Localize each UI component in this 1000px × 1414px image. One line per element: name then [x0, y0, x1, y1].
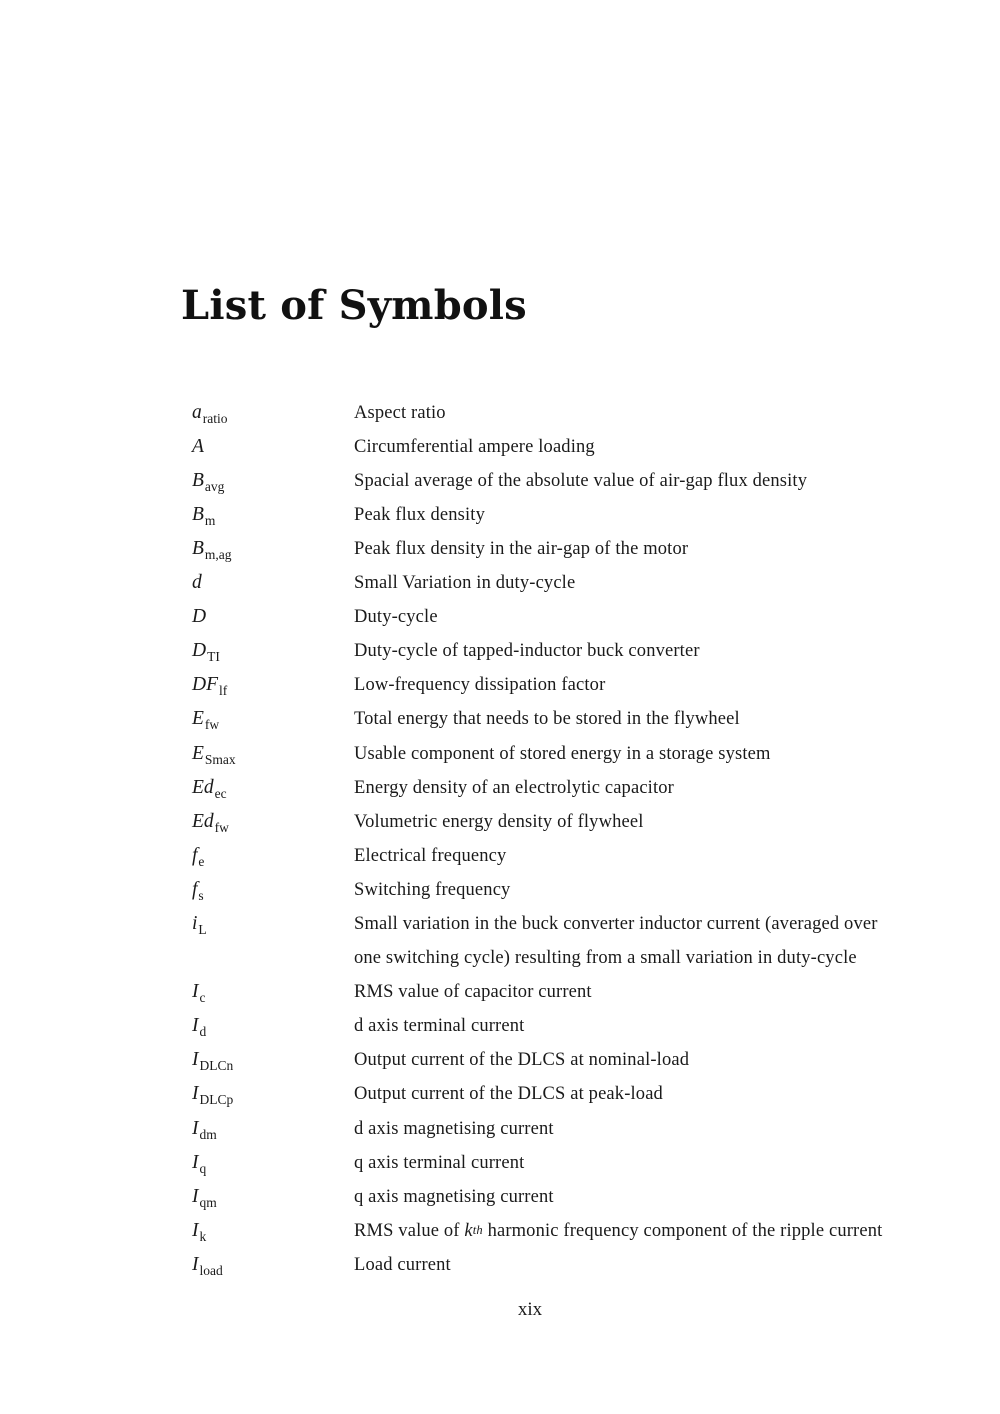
symbol-row	[0, 737, 1000, 771]
symbol-description: Output current of the DLCS at peak-load	[354, 1084, 663, 1104]
symbol-row	[0, 668, 1000, 702]
symbol-description: RMS value of $k^{th}$ harmonic frequency component of the ripple current	[354, 1221, 883, 1241]
symbol: $I_{DLCp}$	[192, 1083, 234, 1107]
symbol-description: Spacial average of the absolute value of air-gap flux density	[354, 471, 808, 491]
symbol-row	[0, 1214, 1000, 1248]
symbol-row	[0, 532, 1000, 566]
symbol-description: Aspect ratio	[354, 403, 446, 423]
symbol-description: Circumferential ampere loading	[354, 437, 595, 457]
symbol: $I_{load}$	[192, 1254, 223, 1278]
symbol: $B_{m,ag}$	[192, 538, 232, 562]
symbol-row	[0, 430, 1000, 464]
symbol-row	[0, 907, 1000, 941]
symbol-row	[0, 498, 1000, 532]
symbol-row	[0, 1077, 1000, 1111]
symbol-description: d axis terminal current	[354, 1016, 525, 1036]
symbol-description: one switching cycle) resulting from a small variation in duty-cycle	[354, 948, 857, 968]
symbol: D	[192, 606, 207, 627]
symbol-row	[0, 566, 1000, 600]
symbol: $Ed_{ec}$	[192, 777, 227, 801]
symbol-description: Volumetric energy density of flywheel	[354, 812, 644, 832]
symbol-description: Duty-cycle of tapped-inductor buck converter	[354, 641, 700, 661]
symbol: $a_{ratio}$	[192, 402, 228, 426]
symbol: $I_{DLCn}$	[192, 1049, 234, 1073]
symbol: $I_c$	[192, 981, 206, 1005]
symbol: $I_k$	[192, 1220, 207, 1244]
symbol-description: Low-frequency dissipation factor	[354, 675, 606, 695]
symbol: $DF_{lf}$	[192, 674, 228, 698]
symbol: $Ed_{fw}$	[192, 811, 229, 835]
symbol-row	[0, 600, 1000, 634]
symbol	[192, 941, 193, 976]
symbol-row	[0, 771, 1000, 805]
symbol-description: Energy density of an electrolytic capacitor	[354, 778, 674, 798]
symbol-description: Small Variation in duty-cycle	[354, 573, 576, 593]
symbol-row	[0, 634, 1000, 668]
symbol-row	[0, 1112, 1000, 1146]
symbol-row	[0, 975, 1000, 1009]
symbol: $E_{Smax}$	[192, 743, 236, 767]
symbol-description: Output current of the DLCS at nominal-load	[354, 1050, 690, 1070]
symbol-row	[0, 1146, 1000, 1180]
symbol-description: Duty-cycle	[354, 607, 438, 627]
symbol-row	[0, 464, 1000, 498]
symbol-description: q axis terminal current	[354, 1153, 525, 1173]
symbol-row	[0, 1043, 1000, 1077]
symbol: $B_m$	[192, 504, 216, 528]
symbol: $I_{dm}$	[192, 1118, 217, 1142]
symbol-description: Electrical frequency	[354, 846, 507, 866]
symbol-row	[0, 873, 1000, 907]
symbol-description: Peak flux density	[354, 505, 486, 525]
symbol: d	[192, 572, 202, 593]
symbol: $B_{avg}$	[192, 470, 225, 494]
symbol: $i_L$	[192, 913, 207, 937]
symbol-description: Usable component of stored energy in a storage system	[354, 744, 771, 764]
symbol: $f_s$	[192, 879, 204, 903]
symbol-row	[0, 839, 1000, 873]
symbol: $I_{qm}$	[192, 1186, 217, 1210]
symbol-description: RMS value of capacitor current	[354, 982, 592, 1002]
symbol-description: Total energy that needs to be stored in the flywheel	[354, 709, 740, 729]
symbol-row	[0, 1009, 1000, 1043]
symbol: $D_{TI}$	[192, 640, 220, 664]
symbol: $E_{fw}$	[192, 708, 220, 732]
symbol-row-continuation	[0, 941, 1000, 975]
symbol-description: Peak flux density in the air-gap of the motor	[354, 539, 689, 559]
symbol-row	[0, 1248, 1000, 1282]
page-title: List of Symbols	[181, 282, 527, 329]
symbol: $I_d$	[192, 1015, 207, 1039]
symbol-description: Small variation in the buck converter inductor current (averaged over	[354, 914, 878, 934]
page-number: xix	[517, 1299, 543, 1320]
symbol-description: Load current	[354, 1255, 451, 1275]
symbol: $I_q$	[192, 1152, 207, 1176]
symbol: $f_e$	[192, 845, 205, 869]
symbol-row	[0, 1180, 1000, 1214]
symbol-row	[0, 805, 1000, 839]
symbol-description: Switching frequency	[354, 880, 511, 900]
symbol: A	[192, 436, 204, 457]
symbol-row	[0, 702, 1000, 736]
symbol-description: q axis magnetising current	[354, 1187, 554, 1207]
symbol-row	[0, 396, 1000, 430]
symbol-description: d axis magnetising current	[354, 1119, 554, 1139]
